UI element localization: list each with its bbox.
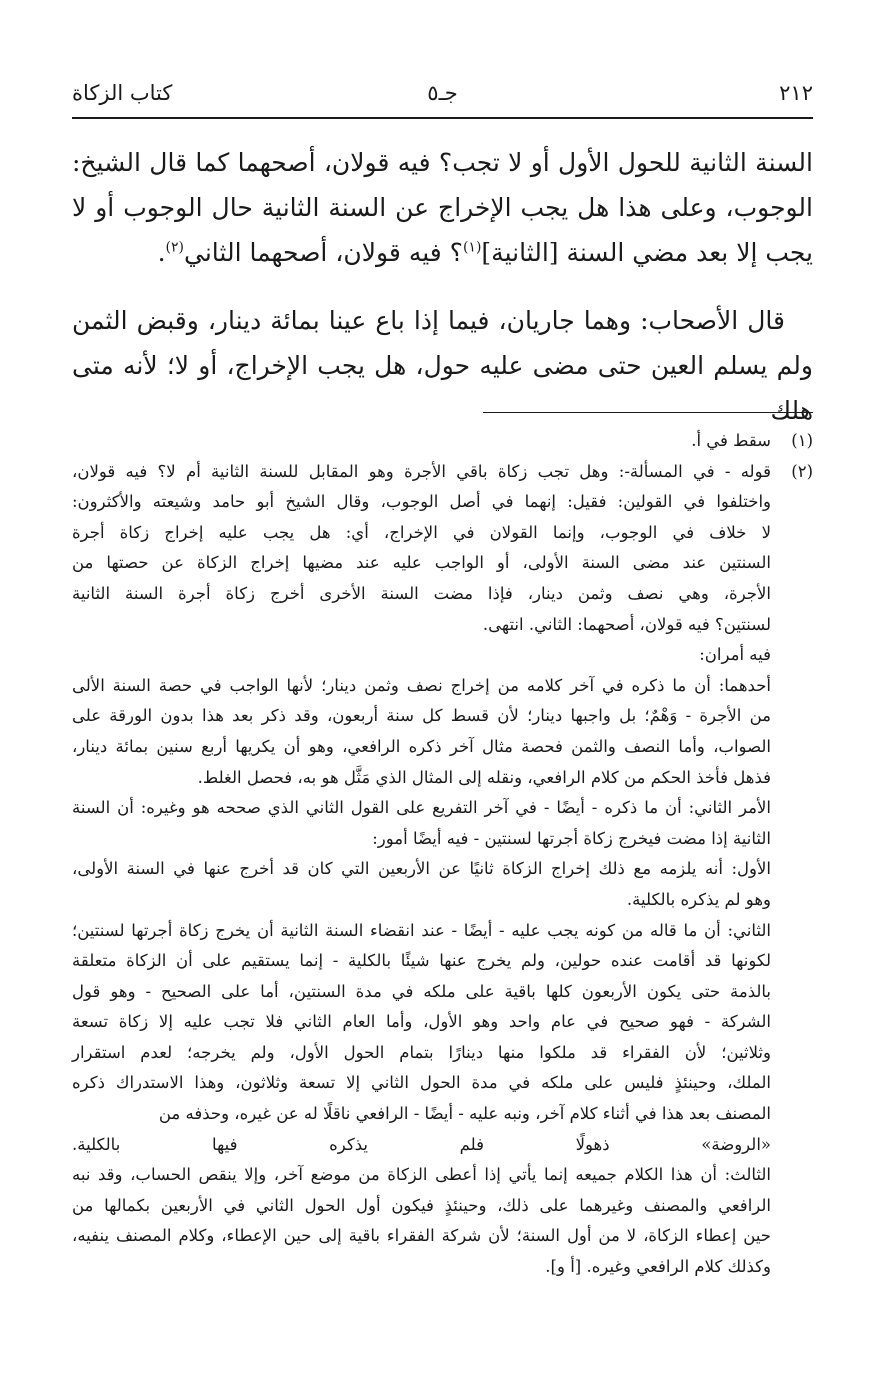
footnote-line: فيه أمران:: [699, 645, 771, 665]
footnote-line: السنتين عند مضى السنة الأولى، أو الواجب عليه عند مضيها إخراج الزكاة عن حصتها من: [72, 553, 771, 573]
paragraph-1-text-b: ؟ فيه قولان، أصحهما الثاني: [184, 238, 463, 267]
footnote-line: سقط في أ.: [691, 431, 771, 450]
page-number: ٢١٢: [779, 81, 813, 105]
main-text: [72, 140, 813, 433]
footnote-line: لا خلاف في الوجوب، وإنما القولان في الإخراج، أي: هل يجب عليه إخراج زكاة أجرة: [72, 522, 771, 542]
volume-label: جـ٥: [427, 81, 458, 105]
footnote-line: واختلفوا في القولين: فقيل: إنهما في أصل الوجوب، وقال الشيخ أبو حامد وشيعته والأكثرون:: [72, 492, 771, 512]
footnote-line: المصنف بعد هذا في أثناء كلام آخر، ونبه عليه - أيضًا - الرافعي ناقلًا له عن غيره، وحذفه من: [158, 1104, 771, 1124]
footnote-line: فذهل فأخذ الحكم من كلام الرافعي، ونقله إلى المثال الذي مَثَّل هو به، فحصل الغلط.: [197, 767, 771, 787]
footnote-line: الشركة - فهو صحيح في عام واحد وهو الأول، وأما العام الثاني فلا تجب عليه إلا زكاة تسعة: [72, 1012, 771, 1032]
footnote-line: حين إعطاء الزكاة، لا من أول السنة؛ لأن شركة الفقراء باقية إلى حين الإعطاء، وكلام المصنف ينفيه،: [72, 1226, 771, 1246]
footnote-line: الثاني: أن ما قاله من كونه يجب عليه - أيضًا - عند انقضاء السنة الثانية أن يخرج زكاة أجرتها لسنتين؛: [72, 920, 771, 940]
footnote-number: (٢): [791, 461, 813, 481]
footnote-line: الثالث: أن هذا الكلام جميعه إنما يأتي إذا أعطى الزكاة من موضع آخر، وإلا ينقص الحساب، وقد نبه: [72, 1165, 771, 1185]
footnote-line: الملك، وحينئذٍ فليس على ملكه في مدة الحول الثاني إلا تسعة وثلاثون، وهذا الاستدراك ذكره: [72, 1073, 771, 1093]
main-paragraph-1: [72, 140, 813, 275]
footnote-line: الثانية إذا مضت فيخرج زكاة أجرتها لسنتين - فيه أيضًا أمور:: [372, 828, 771, 848]
footnote-line: قوله - في المسألة-: وهل تجب زكاة باقي الأجرة وهو المقابل للسنة الثانية أم لا؟ فيه قولان،: [72, 461, 771, 481]
footnote-line: الأول: أنه يلزمه مع ذلك إخراج الزكاة ثانيًا عن الأربعين التي كان قد أخرج عنها في السنة الأولى،: [72, 859, 771, 879]
footnote-line: الصواب، وأما النصف والثمن فحصة مثال آخر ذكره الرافعي، وهو أن يكريها أربع سنين بمائة دينار،: [72, 736, 771, 756]
footnote-line: الأجرة، وهي نصف وثمن دينار، فإذا مضت السنة الأخرى أخرج زكاة أجرة السنة الثانية: [72, 583, 771, 603]
footnote-number: (١): [791, 431, 813, 450]
footnote-line: وهو لم يذكره بالكلية.: [626, 889, 771, 909]
running-header: [72, 78, 813, 112]
footnote-line: وثلاثين؛ لأن الفقراء قد ملكوا منها دينارًا بتمام الحول الأول، ولم يخرجه؛ لعدم استقرار: [72, 1042, 771, 1062]
footnote-line: «الروضة» ذهولًا فلم يذكره فيها بالكلية.: [72, 1134, 771, 1154]
main-paragraph-2: قال الأصحاب: وهما جاريان، فيما إذا باع عينا بمائة دينار، وقبض الثمن ولم يسلم العين حتى مضى عليه حول، هل يجب الإخراج، أو لا؛ لأنه متى هلك: [72, 306, 813, 425]
footnotes: [72, 426, 813, 1283]
footnote-line: لسنتين؟ فيه قولان، أصحهما: الثاني. انتهى.: [482, 614, 771, 634]
footnote-2: [72, 457, 813, 1283]
footnote-ref-1[interactable]: (١): [462, 239, 482, 256]
paragraph-1-text-a: السنة الثانية للحول الأول أو لا تجب؟ فيه قولان، أصحهما كما قال الشيخ: الوجوب، وعلى هذا هل يجب الإخراج عن السنة الثانية حال الوجوب أو لا يجب إلا بعد مضي السنة [الثانية]: [72, 148, 813, 267]
footnote-line: من الأجرة - وَهْمٌ؛ بل واجبها دينار؛ لأن قسط كل سنة أربعون، وقد ذكر بعد هذا بدون الورقة على: [72, 706, 771, 726]
header-divider: [72, 117, 813, 119]
footnote-line: الأمر الثاني: أن ما ذكره - أيضًا - في آخر التفريع على القول الثاني الذي صححه هو وغيره: أن السنة: [72, 798, 771, 818]
footnote-line: وكذلك كلام الرافعي وغيره. [أ و].: [545, 1257, 771, 1277]
footnote-line: الرافعي والمصنف وغيرهما على ذلك، وحينئذٍ فيكون أول الحول الثاني في الأربعين بكمالها من: [72, 1195, 771, 1215]
book-title: كتاب الزكاة: [72, 81, 173, 105]
paragraph-1-text-c: .: [157, 238, 166, 267]
footnote-ref-2[interactable]: (٢): [165, 239, 184, 256]
footnote-line: لكونها قد أقامت عنده حولين، ولم يخرج عنها شيئًا بالكلية - إنما يستقيم على أن الزكاة متعلقة: [72, 951, 771, 971]
footnote-line: أحدهما: أن ما ذكره في آخر كلامه من إخراج نصف وثمن دينار؛ لأنها الواجب في حصة السنة الألى: [72, 675, 771, 695]
footnote-1: [72, 426, 813, 457]
footnote-separator: [483, 412, 813, 413]
footnote-line: بالذمة حتى يكون الأربعون كلها باقية على ملكه في مدة السنتين، أما على الصحيح - وهو قول: [72, 981, 771, 1001]
